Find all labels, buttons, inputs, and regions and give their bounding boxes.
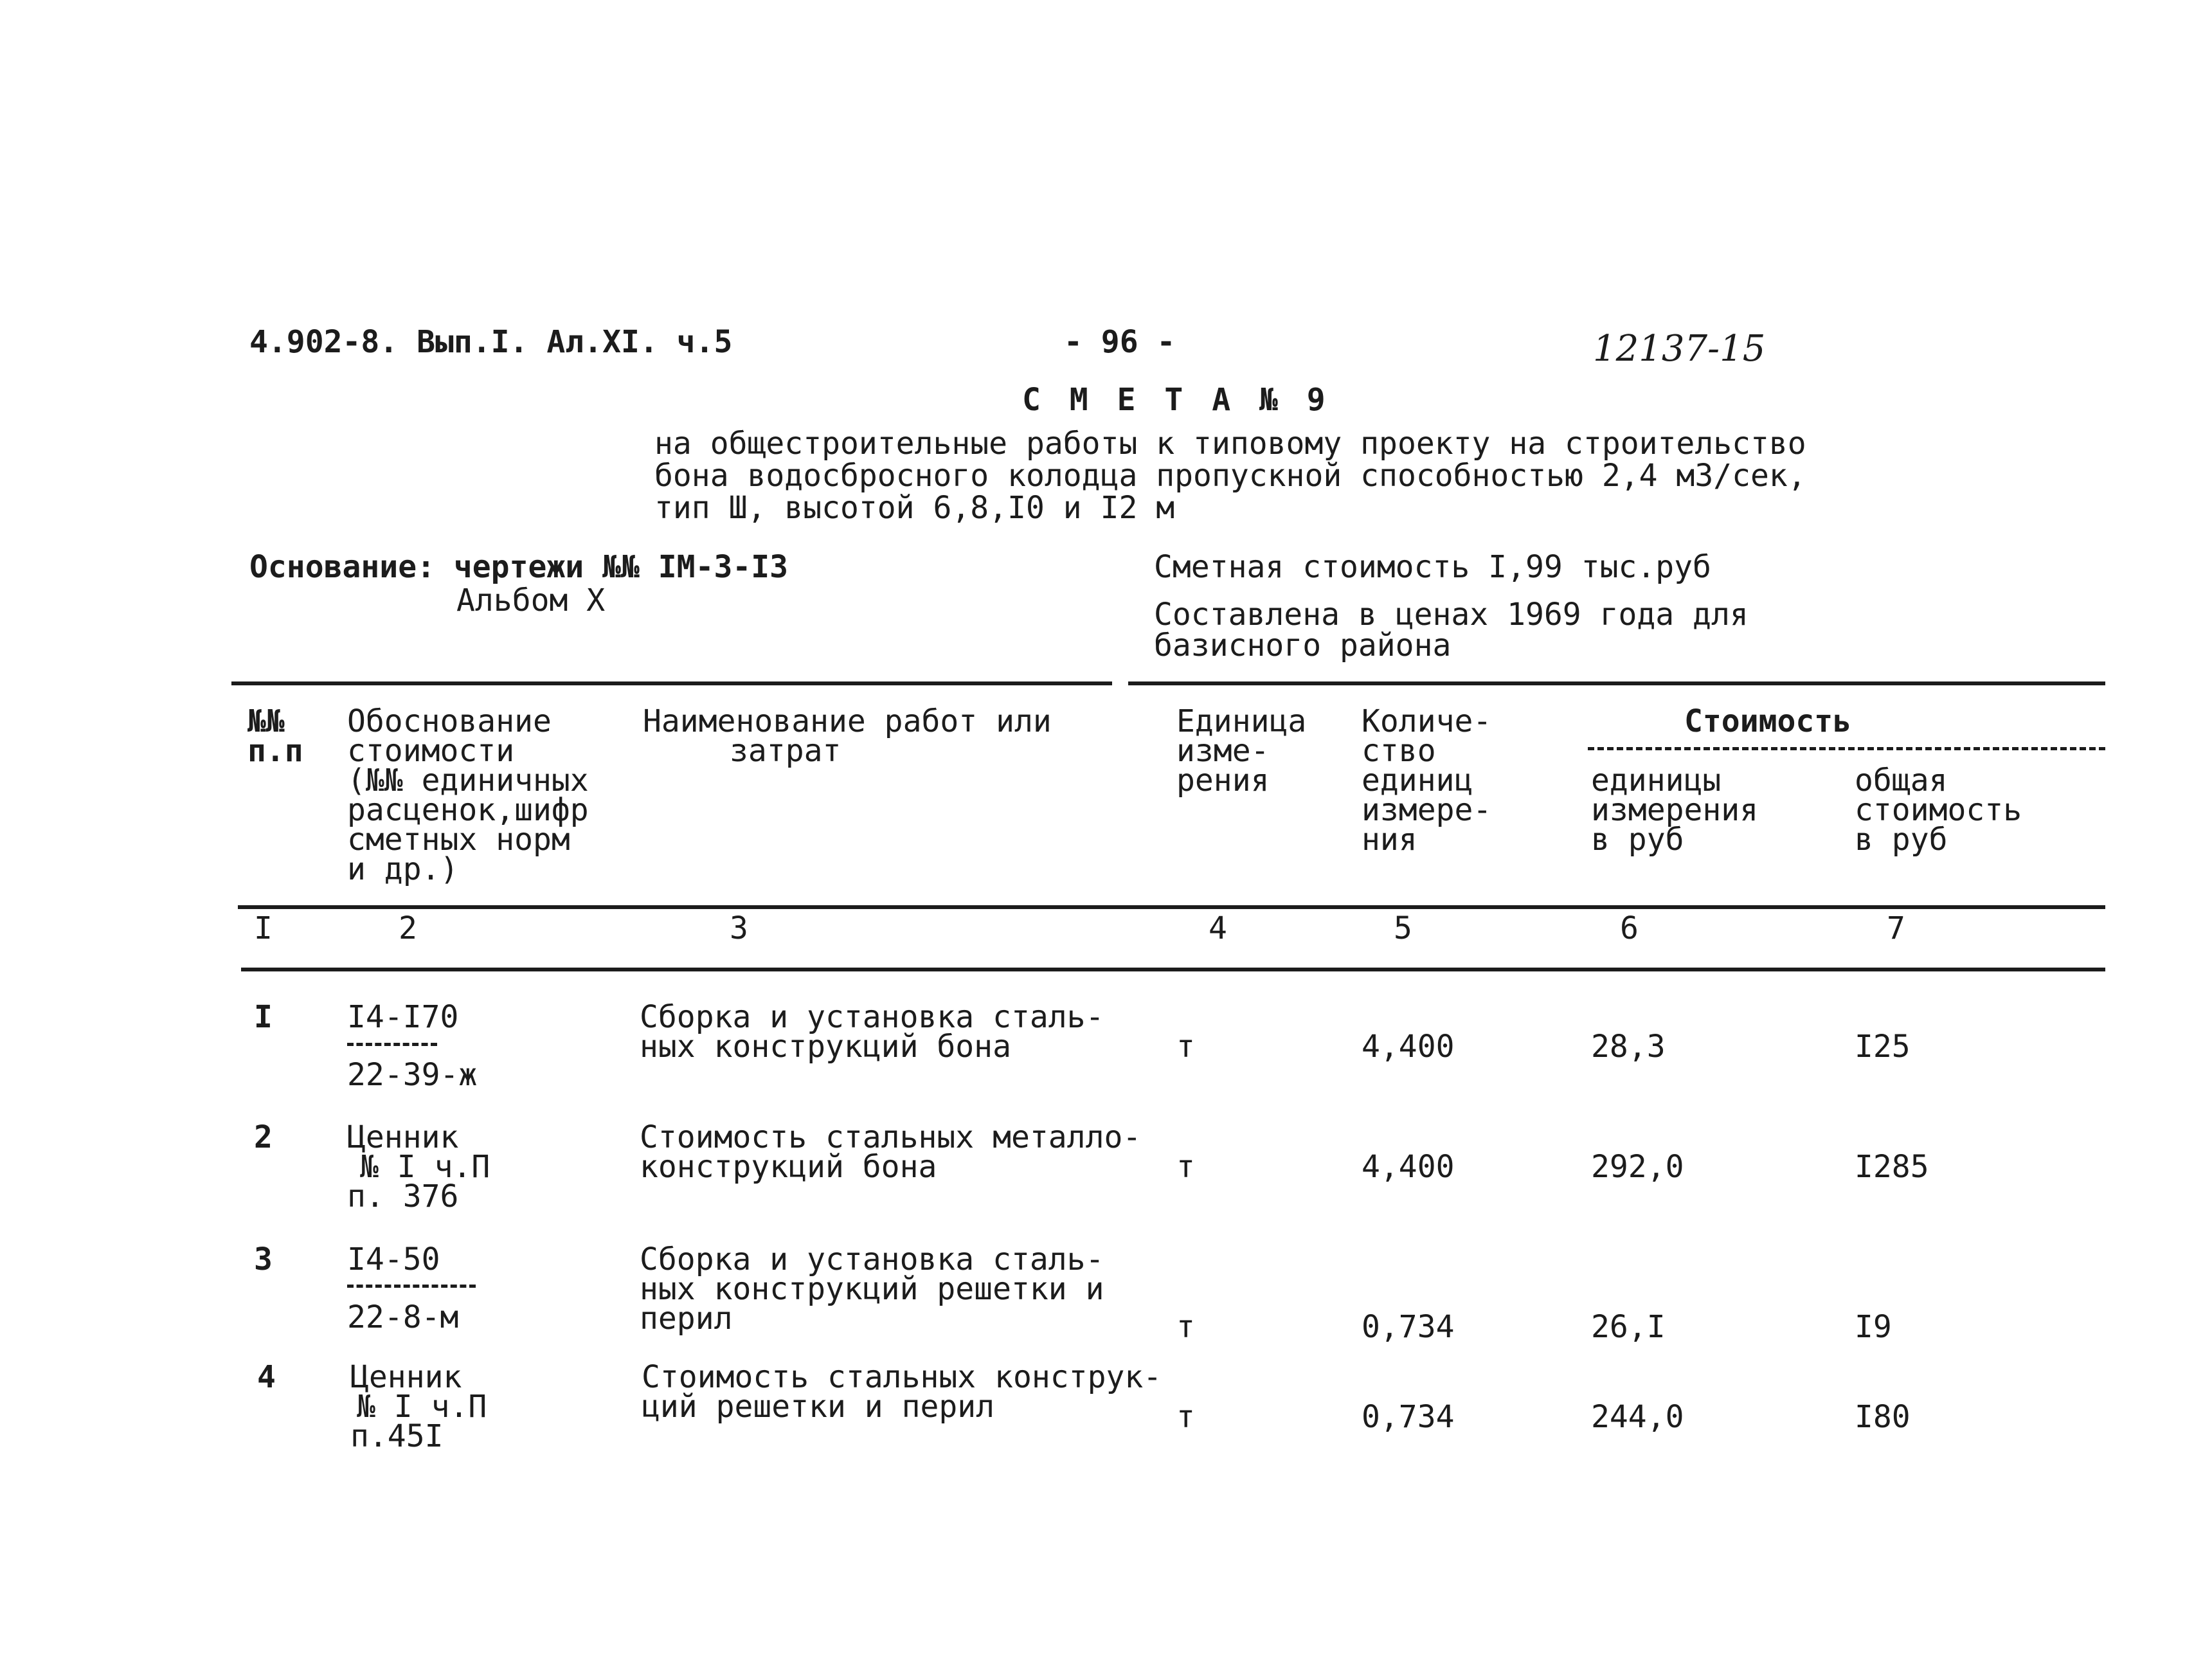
page-number: - 96 - <box>1064 324 1176 360</box>
header-col-2-line: сметных норм <box>347 822 570 858</box>
row-name-line: ций решетки и перил <box>642 1389 995 1425</box>
row-unit: т <box>1176 1029 1195 1065</box>
column-number: 5 <box>1394 910 1412 946</box>
header-col-7-line: стоимость <box>1855 792 2022 828</box>
header-col-5-line: измере- <box>1362 792 1492 828</box>
column-number: 6 <box>1620 910 1639 946</box>
estimate-title: С М Е Т А № 9 <box>1022 382 1331 418</box>
column-number: 7 <box>1887 910 1905 946</box>
table-top-rule-left <box>231 681 1112 685</box>
row-unit-cost: 28,3 <box>1591 1029 1666 1065</box>
document-code: 4.902-8. Вып.I. Ал.XI. ч.5 <box>249 324 733 360</box>
subtitle-line-3: тип Ш, высотой 6,8,I0 и I2 м <box>654 490 1175 526</box>
row-total-cost: I285 <box>1855 1149 1929 1185</box>
row-unit-cost: 244,0 <box>1591 1399 1684 1435</box>
subtitle-line-1: на общестроительные работы к типовому проекту на строительство <box>654 426 1806 462</box>
row-number: 2 <box>254 1119 273 1155</box>
header-col-6-line: измерения <box>1591 792 1759 828</box>
basis-fraction-bar <box>347 1285 476 1288</box>
basis-drawings: Основание: чертежи №№ IM-3-I3 <box>249 549 789 585</box>
row-basis-line: п.45I <box>350 1418 444 1454</box>
row-name-line: ных конструкций бона <box>640 1029 1011 1065</box>
basis-album: Альбом X <box>456 582 606 618</box>
header-col-5-line: ство <box>1362 733 1436 769</box>
row-total-cost: I9 <box>1855 1309 1892 1345</box>
header-col-4-line: рения <box>1176 762 1270 798</box>
row-name-line: перил <box>640 1301 733 1337</box>
cost-group-divider <box>1588 747 2105 750</box>
row-name-line: Сборка и установка сталь- <box>640 1241 1104 1277</box>
row-name-line: ных конструкций решетки и <box>640 1271 1104 1307</box>
row-total-cost: I80 <box>1855 1399 1911 1435</box>
row-name-line: Стоимость стальных металло- <box>640 1119 1142 1155</box>
header-col-4-line: изме- <box>1176 733 1270 769</box>
row-basis-line: № I ч.П <box>360 1149 490 1185</box>
column-number: I <box>254 910 273 946</box>
row-total-cost: I25 <box>1855 1029 1911 1065</box>
row-basis-line: Ценник <box>350 1359 462 1395</box>
header-col-6-line: в руб <box>1591 822 1684 858</box>
row-basis-line: 22-39-ж <box>347 1057 478 1093</box>
header-col-2-line: Обоснование <box>347 703 552 739</box>
header-col-2-line: расценок,шифр <box>347 792 589 828</box>
header-col-3-line: затрат <box>730 733 841 769</box>
row-basis-line: 22-8-м <box>347 1299 459 1335</box>
base-region: базисного района <box>1154 627 1452 663</box>
header-col-3-line: Наименование работ или <box>643 703 1052 739</box>
row-quantity: 0,734 <box>1362 1309 1455 1345</box>
header-col-7-line: общая <box>1855 762 1948 798</box>
row-name-line: Сборка и установка сталь- <box>640 999 1104 1035</box>
row-basis-line: п. 376 <box>347 1178 459 1214</box>
row-quantity: 0,734 <box>1362 1399 1455 1435</box>
row-number: I <box>254 999 273 1035</box>
header-col-6-line: единицы <box>1591 762 1722 798</box>
header-col-5-line: ния <box>1362 822 1417 858</box>
row-name-line: конструкций бона <box>640 1149 937 1185</box>
row-basis-line: I4-50 <box>347 1241 440 1277</box>
row-unit-cost: 292,0 <box>1591 1149 1684 1185</box>
row-number: 3 <box>254 1241 273 1277</box>
row-basis-line: I4-I70 <box>347 999 459 1035</box>
row-name-line: Стоимость стальных конструк- <box>642 1359 1162 1395</box>
header-col-4-line: Единица <box>1176 703 1307 739</box>
header-col-2-line: стоимости <box>347 733 515 769</box>
header-cost-group: Стоимость <box>1684 703 1852 739</box>
column-number: 4 <box>1209 910 1227 946</box>
basis-fraction-bar <box>347 1043 437 1046</box>
column-numbers-bottom-rule <box>241 968 2105 971</box>
row-number: 4 <box>257 1359 276 1395</box>
handwritten-archive-number: 12137-15 <box>1593 328 1766 370</box>
header-col-2-line: и др.) <box>347 851 459 887</box>
row-unit: т <box>1176 1399 1195 1435</box>
row-quantity: 4,400 <box>1362 1029 1455 1065</box>
column-numbers-top-rule <box>238 905 2105 909</box>
header-col-5-line: единиц <box>1362 762 1473 798</box>
subtitle-line-2: бона водосбросного колодца пропускной способностью 2,4 м3/сек, <box>654 458 1806 494</box>
row-basis-line: № I ч.П <box>357 1389 487 1425</box>
row-quantity: 4,400 <box>1362 1149 1455 1185</box>
prices-year: Составлена в ценах 1969 года для <box>1154 597 1749 633</box>
column-number: 3 <box>730 910 748 946</box>
estimated-cost: Сметная стоимость I,99 тыс.руб <box>1154 549 1711 585</box>
row-unit-cost: 26,I <box>1591 1309 1666 1345</box>
header-col-5-line: Количе- <box>1362 703 1492 739</box>
table-top-rule-right <box>1128 681 2105 685</box>
row-unit: т <box>1176 1149 1195 1185</box>
header-col-7-line: в руб <box>1855 822 1948 858</box>
row-unit: т <box>1176 1309 1195 1345</box>
row-basis-line: Ценник <box>347 1119 459 1155</box>
header-col-1-line: п.п <box>247 733 303 769</box>
header-col-1-line: №№ <box>247 703 285 739</box>
column-number: 2 <box>399 910 417 946</box>
header-col-2-line: (№№ единичных <box>347 762 589 798</box>
